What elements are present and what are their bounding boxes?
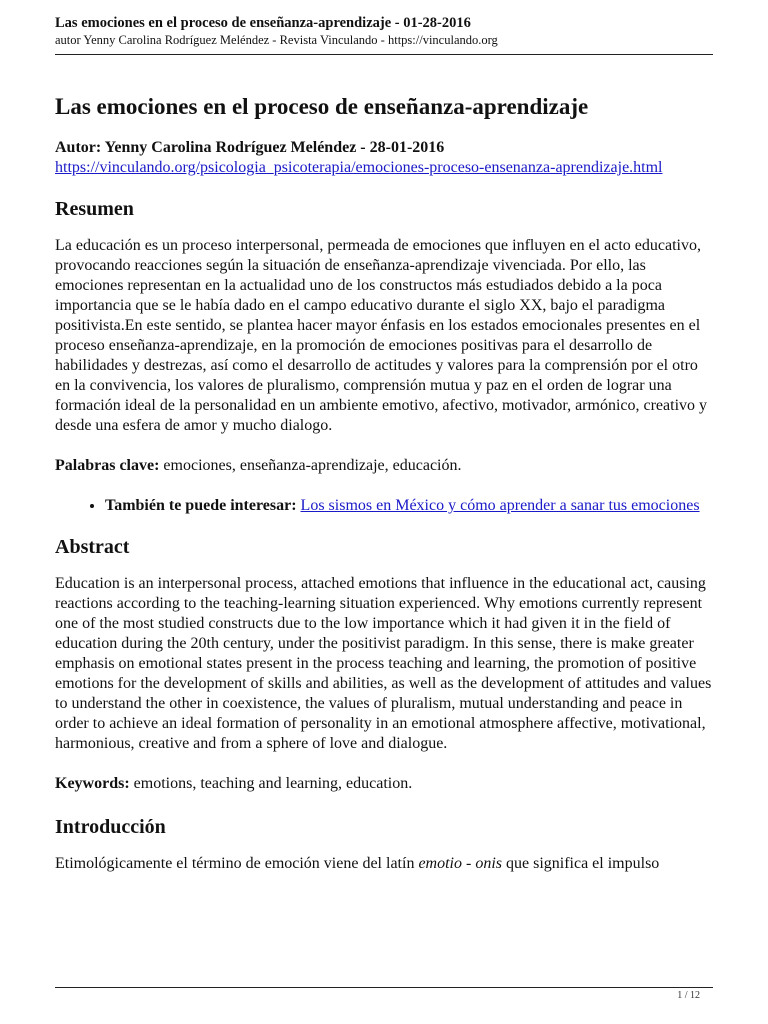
abstract-paragraph: Education is an interpersonal process, attached emotions that influence in the educational act, causing reactions according to the teaching-learning situation experienced. Why emotions currently represent one of the most studied constructs due to the low importance which it had given it in the field of education during the 20th century, under the positivist paradigm. In this sense, there is make greater emphasis on emotional states present in the process teaching and learning, the promotion of positive emotions for the development of skills and abilities, as well as the development of attitudes and values to understand the other in coexistence, the values of pluralism, mutual understanding and peace in order to achieve an ideal formation of personality in an emotional atmosphere affective, motivational, harmonious, creative and from a sphere of love and dialogue. (55, 575, 712, 752)
intro-text-before: Etimológicamente el término de emoción viene del latín (55, 855, 419, 872)
article-body (55, 92, 715, 894)
intro-latin-term: emotio - onis (418, 855, 502, 872)
palabras-clave-values: emociones, enseñanza-aprendizaje, educación. (159, 457, 462, 474)
article-url-link[interactable]: https://vinculando.org/psicologia_psicoterapia/emociones-proceso-ensenanza-aprendizaje.html (55, 159, 663, 176)
footer-divider (55, 987, 713, 988)
article-url-line (55, 158, 715, 178)
header-subtitle: autor Yenny Carolina Rodríguez Meléndez - Revista Vinculando - https://vinculando.org (55, 33, 498, 47)
resumen-heading: Resumen (55, 198, 134, 220)
keywords-values: emotions, teaching and learning, education. (129, 775, 413, 792)
related-item (105, 496, 715, 516)
related-label: También te puede interesar: (105, 497, 297, 514)
introduccion-paragraph (55, 854, 715, 874)
author-line: Autor: Yenny Carolina Rodríguez Meléndez - 28-01-2016 (55, 139, 445, 156)
palabras-clave-label: Palabras clave: (55, 457, 160, 474)
page-number: 1 / 12 (677, 990, 700, 1001)
abstract-heading: Abstract (55, 536, 130, 558)
introduccion-heading: Introducción (55, 816, 166, 838)
header-divider (55, 54, 713, 55)
related-article-link[interactable]: Los sismos en México y cómo aprender a sanar tus emociones (300, 497, 700, 514)
running-header (55, 14, 715, 48)
resumen-paragraph: La educación es un proceso interpersonal, permeada de emociones que influyen en el acto educativo, provocando reacciones según la situación de enseñanza-aprendizaje vivenciada. Por ello, las emociones representan en la actualidad uno de los constructos más estudiados debido a la poca importancia que se le había dado en el campo educativo durante el siglo XX, bajo el paradigma positivista.En este sentido, se plantea hacer mayor énfasis en los estados emocionales presentes en el proceso enseñanza-aprendizaje, en la promoción de emociones positivas para el desarrollo de habilidades y destrezas, así como el desarrollo de actitudes y valores para la comprensión por el otro en la convivencia, los valores de pluralismo, comprensión mutua y paz en el orden de lograr una formación ideal de la personalidad en un ambiente emotivo, afectivo, motivador, armónico, creativo y desde una esfera de amor y mucho dialogo. (55, 237, 708, 434)
intro-text-after: que significa el impulso (501, 855, 660, 872)
keywords-label: Keywords: (55, 775, 130, 792)
article-title: Las emociones en el proceso de enseñanza-aprendizaje (55, 94, 589, 119)
palabras-clave (55, 456, 715, 476)
related-list (55, 496, 715, 516)
header-title: Las emociones en el proceso de enseñanza-aprendizaje - 01-28-2016 (55, 15, 471, 31)
keywords (55, 774, 715, 794)
